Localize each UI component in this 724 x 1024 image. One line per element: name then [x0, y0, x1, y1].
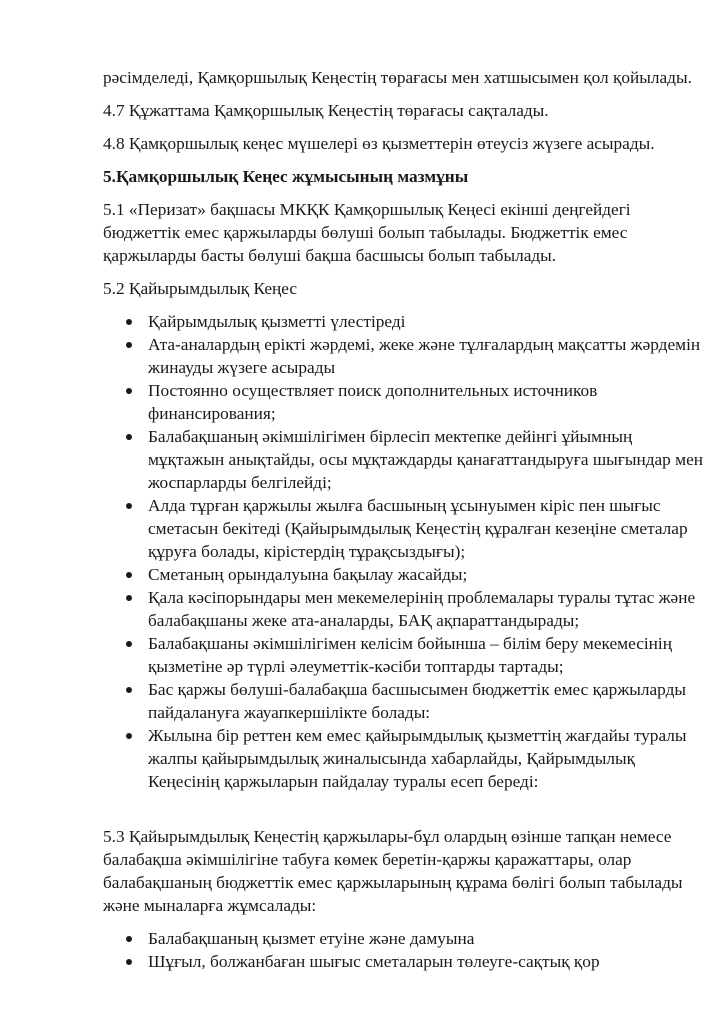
- section-5-heading: 5.Қамқоршылық Кеңес жұмысының мазмұны: [103, 167, 469, 186]
- list-item: Сметаның орындалуына бақылау жасайды;: [148, 563, 703, 586]
- paragraph-5-2: 5.2 Қайырымдылық Кеңес: [103, 279, 298, 298]
- bullet-icon: [126, 936, 132, 942]
- list-item: Балабақшаны әкімшілігімен келісім бойынша – білім беру мекемесінің қызметіне әр түрлі әлеуметтік-кәсіби топтарды тартады;: [148, 632, 703, 678]
- bullet-icon: [126, 733, 132, 739]
- list-item: Балабақшаның әкімшілігімен бірлесіп мектепке дейінгі ұйымның мұқтажын анықтайды, осы мұқтаждарды қанағаттандыруға шығындар мен жоспарларды белгілейді;: [148, 425, 703, 494]
- bullet-icon: [126, 434, 132, 440]
- document-page: [103, 66, 703, 973]
- spacer: [103, 793, 703, 825]
- paragraph-4-8: 4.8 Қамқоршылық кеңес мүшелері өз қызметтерін өтеусіз жүзеге асырады.: [103, 134, 655, 153]
- bullet-icon: [126, 388, 132, 394]
- list-item: Шұғыл, болжанбаған шығыс сметаларын төлеуге-сақтық қор: [148, 950, 703, 973]
- list-5-3: [103, 927, 703, 973]
- intro-paragraph: рәсімделеді, Қамқоршылық Кеңестің төрағасы мен хатшысымен қол қойылады.: [103, 68, 692, 87]
- list-item: Алда тұрған қаржылы жылға басшының ұсынуымен кіріс пен шығыс сметасын бекітеді (Қайырымдылық Кеңестің құралған кезеңіне сметалар құруға болады, кірістердің тұрақсыздығы);: [148, 494, 703, 563]
- paragraph-4-7: 4.7 Құжаттама Қамқоршылық Кеңестің төрағасы сақталады.: [103, 101, 549, 120]
- bullet-icon: [126, 959, 132, 965]
- list-item: Қала кәсіпорындары мен мекемелерінің проблемалары туралы тұтас және балабақшаны жеке ата-аналарды, БАҚ ақпараттандырады;: [148, 586, 703, 632]
- bullet-icon: [126, 319, 132, 325]
- list-item: Ата-аналардың ерікті жәрдемі, жеке және тұлғалардың мақсатты жәрдемін жинауды жүзеге асырады: [148, 333, 703, 379]
- bullet-icon: [126, 503, 132, 509]
- bullet-icon: [126, 342, 132, 348]
- bullet-icon: [126, 572, 132, 578]
- list-item: Балабақшаның қызмет етуіне және дамуына: [148, 927, 703, 950]
- paragraph-5-1: 5.1 «Перизат» бақшасы МКҚК Қамқоршылық Кеңесі екінші деңгейдегі бюджеттік емес қаржыларды бөлуші болып табылады. Бюджеттік емес қаржыларды басты бөлуші бақша басшысы болып табылады.: [103, 200, 631, 265]
- list-item: Бас қаржы бөлуші-балабақша басшысымен бюджеттік емес қаржыларды пайдалануға жауапкершілікте болады:: [148, 678, 703, 724]
- bullet-icon: [126, 641, 132, 647]
- bullet-icon: [126, 595, 132, 601]
- list-item: Қайрымдылық қызметті үлестіреді: [148, 310, 703, 333]
- list-item: Жылына бір реттен кем емес қайырымдылық қызметтің жағдайы туралы жалпы қайырымдылық жиналысында хабарлайды, Қайрымдылық Кеңесінің қаржыларын пайдалау туралы есеп береді:: [148, 724, 703, 793]
- list-item: Постоянно осуществляет поиск дополнительных источников финансирования;: [148, 379, 703, 425]
- list-5-2: [103, 310, 703, 793]
- paragraph-5-3: 5.3 Қайырымдылық Кеңестің қаржылары-бұл олардың өзінше тапқан немесе балабақша әкімшілігіне табуға көмек беретін-қаржы қаражаттары, олар балабақшаның бюджеттік емес қаржыларының құрама бөлігі болып табылады және мыналарға жұмсалады:: [103, 827, 683, 915]
- bullet-icon: [126, 687, 132, 693]
